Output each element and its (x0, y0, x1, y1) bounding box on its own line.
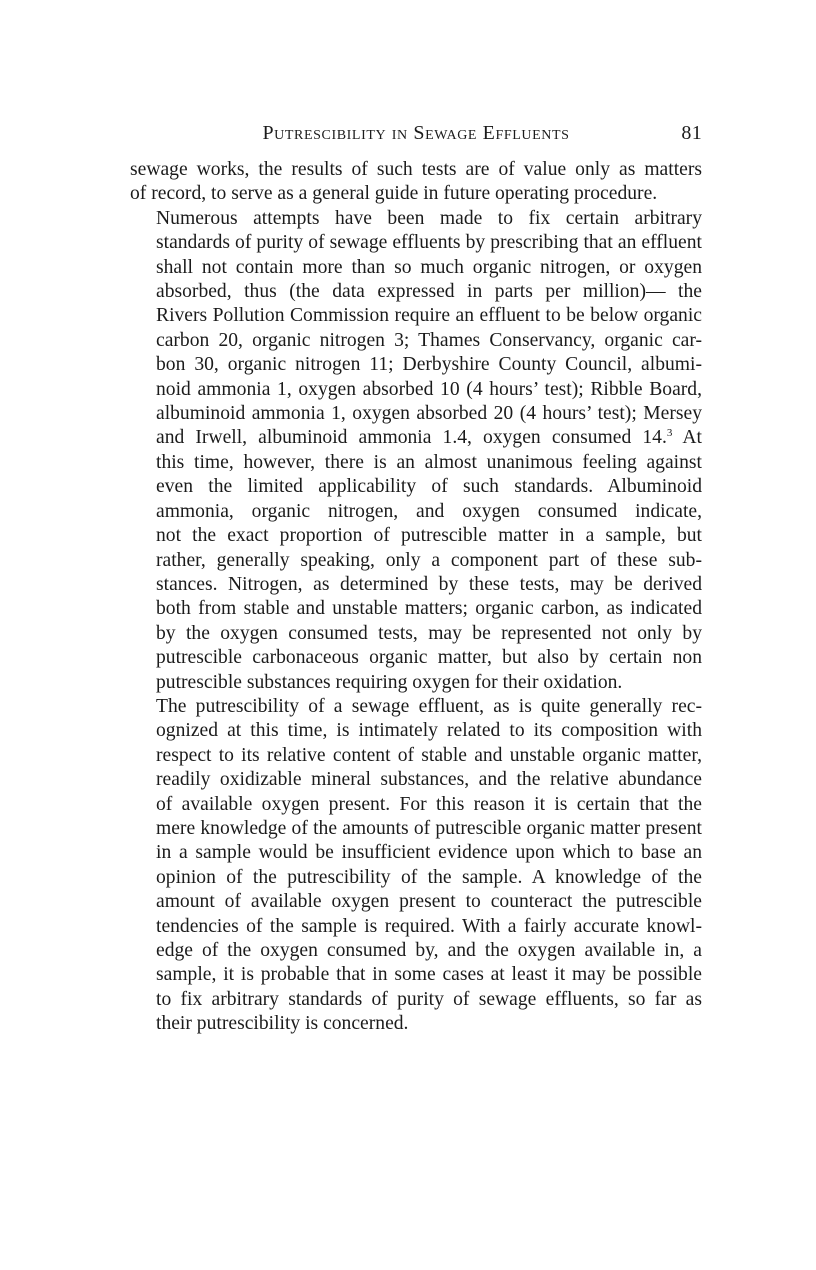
text-line: noid ammonia 1, oxygen absorbed 10 (4 hours’ test); Ribble Board, (156, 378, 702, 400)
text-line: Numerous attempts have been made to fix certain arbitrary (156, 207, 702, 229)
text-line: shall not contain more than so much organic nitrogen, or oxygen (156, 256, 702, 278)
text-line: rather, generally speaking, only a component part of these sub- (156, 549, 702, 571)
text-line: ognized at this time, is intimately related to its composition with (156, 720, 702, 742)
text-line: carbon 20, organic nitrogen 3; Thames Conservancy, organic car- (156, 329, 702, 351)
text-line: sewage works, the results of such tests are of value only as matters (130, 159, 702, 180)
text-line: respect to its relative content of stable and unstable organic matter, (156, 744, 702, 766)
text-line: Rivers Pollution Commission require an effluent to be below organic (156, 305, 702, 327)
running-title: Putrescibility in Sewage Effluents (262, 122, 570, 144)
text-line: their putrescibility is concerned. (156, 1013, 409, 1035)
text-line: not the exact proportion of putrescible matter in a sample, but (156, 525, 702, 547)
text-line: standards of purity of sewage effluents by prescribing that an effluent (156, 232, 702, 254)
text-line: both from stable and unstable matters; organic carbon, as indicated (156, 598, 702, 620)
text-line: opinion of the putrescibility of the sample. A knowledge of the (156, 866, 702, 888)
text-line: putrescible substances requiring oxygen for their oxidation. (156, 671, 623, 693)
paragraph-standards (130, 207, 702, 695)
text-line: absorbed, thus (the data expressed in parts per million)— the (156, 281, 702, 303)
text-line: stances. Nitrogen, as determined by these tests, may be derived (156, 573, 702, 595)
paragraph-putrescibility (130, 695, 702, 1037)
text-line: of record, to serve as a general guide in future operating procedure. (130, 183, 658, 205)
text-line: edge of the oxygen consumed by, and the oxygen available in, a (156, 940, 702, 961)
text-line-with-footnote (130, 426, 702, 450)
text-line: of available oxygen present. For this reason it is certain that the (156, 793, 702, 815)
text-line: ammonia, organic nitrogen, and oxygen consumed indicate, (156, 500, 702, 522)
text-line: putrescible carbonaceous organic matter, but also by certain non (156, 647, 702, 669)
text-line: sample, it is probable that in some cases at least it may be possible (156, 964, 702, 986)
text-line: bon 30, organic nitrogen 11; Derbyshire County Council, albumi- (156, 354, 702, 376)
body-text (130, 158, 702, 1037)
text-line: tendencies of the sample is required. With a fairly accurate knowl- (156, 915, 702, 937)
page-number: 81 (681, 122, 702, 144)
text-line: to fix arbitrary standards of purity of sewage effluents, so far as (156, 988, 702, 1010)
text-line: mere knowledge of the amounts of putrescible organic matter present (156, 817, 702, 839)
text-segment: At (672, 427, 702, 449)
text-line: in a sample would be insufficient evidence upon which to base an (156, 842, 702, 864)
footnote-marker[interactable]: 3 (666, 427, 673, 440)
text-line: by the oxygen consumed tests, may be represented not only by (156, 622, 702, 644)
book-page (130, 118, 702, 1037)
running-head (130, 118, 702, 158)
text-line: even the limited applicability of such standards. Albuminoid (156, 476, 702, 498)
text-line: this time, however, there is an almost unanimous feeling against (156, 451, 702, 473)
paragraph-continued (130, 158, 702, 207)
text-line: The putrescibility of a sewage effluent, as is quite generally rec- (156, 695, 702, 717)
text-line: readily oxidizable mineral substances, and the relative abundance (156, 769, 702, 791)
text-segment: and Irwell, albuminoid ammonia 1.4, oxygen consumed 14. (156, 427, 667, 449)
text-line: amount of available oxygen present to counteract the putrescible (156, 891, 702, 913)
text-line: albuminoid ammonia 1, oxygen absorbed 20 (4 hours’ test); Mersey (156, 403, 702, 425)
